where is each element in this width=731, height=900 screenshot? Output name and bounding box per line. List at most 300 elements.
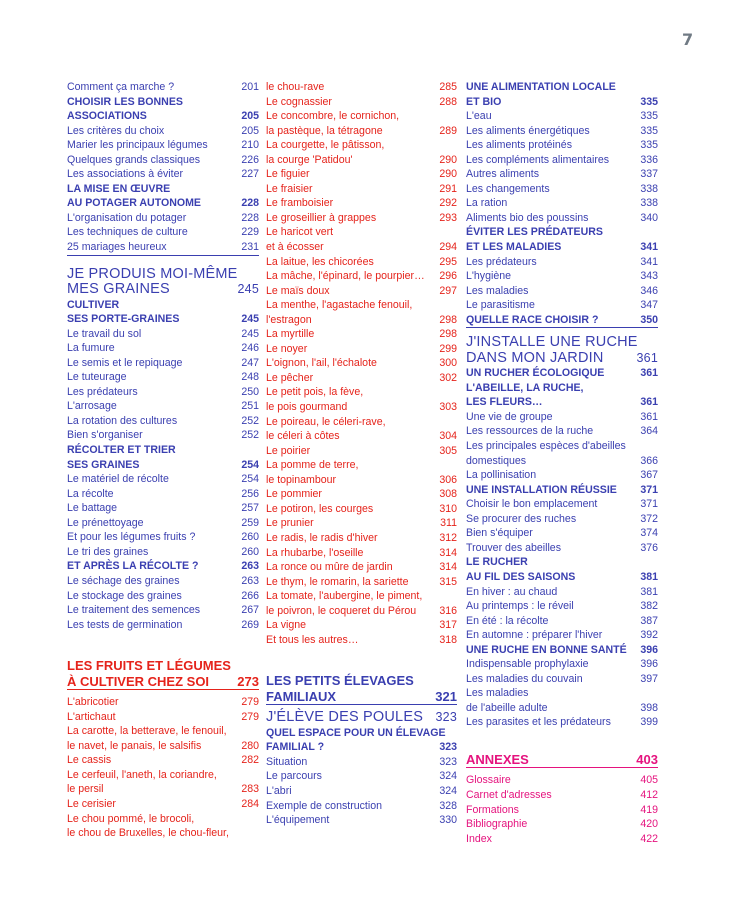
toc-title: FAMILIAL ?	[266, 741, 325, 754]
toc-page-number: 279	[241, 710, 259, 723]
toc-title: L'oignon, l'ail, l'échalote	[266, 357, 377, 370]
toc-entry	[266, 516, 457, 531]
toc-page-number: 340	[640, 211, 658, 224]
toc-section-heading	[266, 726, 457, 741]
toc-entry	[266, 769, 457, 784]
toc-entry	[266, 182, 457, 197]
toc-page-number: 323	[439, 755, 457, 768]
toc-title: Les aliments énergétiques	[466, 124, 590, 137]
toc-entry	[67, 530, 259, 545]
toc-title: Une vie de groupe	[466, 410, 553, 423]
toc-entry	[67, 753, 259, 768]
toc-title: La pomme de terre,	[266, 459, 359, 472]
toc-title: Le thym, le romarin, la sariette	[266, 575, 409, 588]
toc-page-number: 338	[640, 197, 658, 210]
toc-entry	[67, 695, 259, 710]
toc-title: Les techniques de culture	[67, 226, 188, 239]
toc-entry	[266, 458, 457, 473]
toc-page-number: 298	[439, 313, 457, 326]
toc-page-number: 282	[241, 754, 259, 767]
toc-section-heading	[67, 559, 259, 574]
toc-title: La pollinisation	[466, 469, 537, 482]
toc-title: Les tests de germination	[67, 618, 183, 631]
toc-page-number: 267	[241, 604, 259, 617]
toc-title: Autres aliments	[466, 168, 540, 181]
toc-title: Le semis et le repiquage	[67, 356, 183, 369]
toc-title: En hiver : au chaud	[466, 585, 558, 598]
toc-entry	[266, 284, 457, 299]
toc-page-number: 346	[640, 284, 658, 297]
toc-entry	[67, 341, 259, 356]
toc-title: ET BIO	[466, 95, 502, 108]
toc-page-number: 341	[640, 255, 658, 268]
toc-page-number: 396	[640, 658, 658, 671]
toc-title: le pois gourmand	[266, 401, 348, 414]
toc-entry	[466, 124, 658, 139]
toc-entry	[266, 269, 457, 284]
toc-page-number: 263	[241, 574, 259, 587]
toc-title: la courge 'Patidou'	[266, 153, 353, 166]
toc-page-number: 371	[640, 498, 658, 511]
toc-section-heading	[466, 225, 658, 240]
toc-entry	[266, 633, 457, 648]
toc-title: Choisir le bon emplacement	[466, 498, 598, 511]
toc-title: le céleri à côtes	[266, 430, 340, 443]
toc-title: Quelques grands classiques	[67, 153, 201, 166]
toc-entry	[266, 138, 457, 153]
toc-title: Comment ça marche ?	[67, 81, 175, 93]
toc-page-number: 302	[439, 371, 457, 384]
toc-entry	[266, 531, 457, 546]
toc-page-number: 299	[439, 342, 457, 355]
toc-entry	[466, 424, 658, 439]
toc-entry	[266, 487, 457, 502]
toc-chapter-heading	[67, 658, 259, 674]
toc-page-number: 324	[439, 785, 457, 798]
toc-entry	[466, 269, 658, 284]
toc-page-number: 387	[640, 614, 658, 627]
toc-title: Les maladies du couvain	[466, 672, 583, 685]
toc-entry	[266, 225, 457, 240]
toc-page-number: 290	[439, 153, 457, 166]
toc-title: Le prunier	[266, 517, 314, 530]
toc-page-number: 323	[439, 741, 457, 754]
toc-entry	[266, 342, 457, 357]
toc-title: Le stockage des graines	[67, 589, 182, 602]
toc-title: Le haricot vert	[266, 226, 334, 239]
toc-section-heading	[67, 443, 259, 458]
toc-entry	[466, 284, 658, 299]
toc-entry	[266, 240, 457, 255]
toc-title: MES GRAINES	[67, 281, 170, 298]
toc-entry	[466, 298, 658, 313]
toc-title: L'abri	[266, 785, 292, 798]
toc-page-number: 343	[640, 270, 658, 283]
toc-title: L'abricotier	[67, 696, 119, 709]
toc-entry	[67, 211, 259, 226]
toc-page-number: 311	[440, 517, 457, 530]
toc-entry	[466, 585, 658, 600]
toc-entry	[266, 429, 457, 444]
toc-page-number: 314	[439, 546, 457, 559]
toc-entry	[266, 473, 457, 488]
toc-page-number: 248	[241, 371, 259, 384]
toc-entry	[266, 211, 457, 226]
toc-page-number: 257	[241, 502, 259, 515]
toc-title: Le groseillier à grappes	[266, 211, 377, 224]
toc-page-number: 367	[640, 469, 658, 482]
toc-title: UNE INSTALLATION RÉUSSIE	[466, 483, 617, 496]
toc-title: En automne : préparer l'hiver	[466, 629, 603, 642]
toc-entry	[67, 153, 259, 168]
toc-page-number: 226	[241, 153, 259, 166]
toc-title: Les critères du choix	[67, 124, 165, 137]
toc-title: Les aliments protéinés	[466, 139, 572, 152]
toc-title: LES FLEURS…	[466, 396, 543, 409]
toc-title: le topinambour	[266, 473, 337, 486]
toc-entry	[266, 109, 457, 124]
toc-title: Au printemps : le réveil	[466, 600, 574, 613]
toc-page-number: 335	[640, 139, 658, 152]
toc-entry	[266, 755, 457, 770]
toc-entry	[466, 138, 658, 153]
toc-entry	[67, 124, 259, 139]
toc-entry	[266, 356, 457, 371]
toc-page-number: 366	[640, 454, 658, 467]
toc-page-number: 314	[439, 561, 457, 574]
toc-entry	[466, 832, 658, 847]
toc-title: Se procurer des ruches	[466, 512, 577, 525]
toc-page-number: 318	[439, 633, 457, 646]
toc-entry	[266, 604, 457, 619]
toc-section-heading	[67, 196, 259, 211]
toc-section-heading	[67, 458, 259, 473]
toc-page-number: 290	[439, 168, 457, 181]
toc-title: La ration	[466, 197, 508, 210]
toc-entry	[466, 773, 658, 788]
toc-title: Le cerisier	[67, 797, 116, 810]
toc-page-number: 305	[439, 444, 457, 457]
toc-title: Bien s'équiper	[466, 527, 533, 540]
toc-section-heading	[466, 643, 658, 658]
toc-page-number: 381	[640, 585, 658, 598]
toc-page-number: 306	[439, 473, 457, 486]
toc-entry	[266, 124, 457, 139]
toc-title: Exemple de construction	[266, 799, 383, 812]
toc-title: Carnet d'adresses	[466, 789, 552, 802]
toc-page-number: 260	[241, 531, 259, 544]
toc-page-number: 288	[439, 95, 457, 108]
toc-section-heading	[466, 366, 658, 381]
toc-page-number: 372	[640, 512, 658, 525]
toc-title: QUEL ESPACE POUR UN ÉLEVAGE	[266, 726, 446, 739]
toc-section-heading	[67, 109, 259, 124]
toc-title: SES GRAINES	[67, 458, 140, 471]
toc-title: la pastèque, la tétragone	[266, 124, 383, 137]
toc-entry	[67, 618, 259, 633]
toc-section-heading	[466, 313, 658, 329]
toc-section-heading	[67, 95, 259, 110]
toc-title: La fumure	[67, 342, 115, 355]
toc-part-heading	[466, 351, 658, 367]
toc-title: Le travail du sol	[67, 327, 142, 340]
toc-page-number: 396	[640, 643, 658, 656]
toc-page-number: 229	[241, 226, 259, 239]
toc-entry	[67, 797, 259, 812]
toc-title: L'artichaut	[67, 710, 116, 723]
toc-page-number: 310	[439, 502, 457, 515]
toc-entry	[266, 502, 457, 517]
toc-title: UNE RUCHE EN BONNE SANTÉ	[466, 643, 627, 656]
toc-page-number: 315	[439, 575, 457, 588]
toc-title: le navet, le panais, le salsifis	[67, 739, 202, 752]
toc-entry	[466, 672, 658, 687]
toc-entry	[266, 95, 457, 110]
toc-title: le chou-rave	[266, 81, 325, 93]
toc-title: La tomate, l'aubergine, le piment,	[266, 590, 423, 603]
toc-entry	[466, 512, 658, 527]
toc-page-number: 245	[241, 313, 259, 326]
toc-entry	[466, 109, 658, 124]
toc-entry	[266, 385, 457, 400]
toc-entry	[67, 768, 259, 783]
toc-entry	[466, 410, 658, 425]
toc-page-number: 347	[640, 299, 658, 312]
toc-page-number: 285	[439, 81, 457, 93]
toc-title: En été : la récolte	[466, 614, 549, 627]
toc-entry	[466, 541, 658, 556]
toc-entry	[266, 400, 457, 415]
toc-title: Le poireau, le céleri-rave,	[266, 415, 386, 428]
toc-page-number: 335	[640, 110, 658, 123]
toc-title: Les maladies	[466, 284, 529, 297]
toc-title: La mâche, l'épinard, le pourpier…	[266, 270, 425, 283]
toc-page-number: 304	[439, 430, 457, 443]
toc-entry	[67, 385, 259, 400]
toc-title: ASSOCIATIONS	[67, 110, 147, 123]
toc-title: La rhubarbe, l'oseille	[266, 546, 364, 559]
toc-page-number: 245	[237, 282, 259, 297]
toc-title: Le concombre, le cornichon,	[266, 110, 400, 123]
toc-title: Les ressources de la ruche	[466, 425, 594, 438]
toc-page-number: 350	[640, 313, 658, 326]
toc-entry	[266, 618, 457, 633]
toc-entry	[466, 526, 658, 541]
toc-page-number: 303	[439, 401, 457, 414]
toc-title: JE PRODUIS MOI-MÊME	[67, 265, 238, 282]
toc-entry	[67, 327, 259, 342]
toc-title: L'arrosage	[67, 400, 117, 413]
toc-entry	[67, 710, 259, 725]
toc-title: Aliments bio des poussins	[466, 211, 589, 224]
toc-page-number: 293	[439, 211, 457, 224]
toc-title: CHOISIR LES BONNES	[67, 95, 183, 108]
toc-entry	[67, 812, 259, 827]
toc-page-number: 228	[241, 197, 259, 210]
toc-entry	[466, 817, 658, 832]
toc-title: DANS MON JARDIN	[466, 349, 604, 366]
toc-title: La carotte, la betterave, le fenouil,	[67, 725, 227, 738]
toc-title: J'INSTALLE UNE RUCHE	[466, 334, 638, 351]
toc-page-number: 283	[241, 783, 259, 796]
toc-entry	[266, 313, 457, 328]
page-number: 7	[682, 30, 694, 49]
toc-part-heading	[466, 335, 658, 351]
toc-title: ET APRÈS LA RÉCOLTE ?	[67, 560, 199, 573]
toc-page-number: 398	[640, 701, 658, 714]
toc-entry	[466, 439, 658, 454]
toc-entry	[266, 560, 457, 575]
toc-entry	[466, 657, 658, 672]
toc-entry	[466, 211, 658, 226]
toc-page-number: 263	[241, 560, 259, 573]
toc-title: Le cassis	[67, 754, 112, 767]
toc-entry	[466, 628, 658, 643]
toc-title: Le tuteurage	[67, 371, 127, 384]
toc-title: ET LES MALADIES	[466, 241, 562, 254]
toc-title: l'estragon	[266, 313, 312, 326]
toc-section-heading	[466, 395, 658, 410]
toc-page-number: 296	[439, 270, 457, 283]
toc-title: J'ÉLÈVE DES POULES	[266, 709, 424, 726]
toc-title: Les prédateurs	[67, 385, 138, 398]
toc-column-3	[466, 80, 658, 846]
toc-title: AU POTAGER AUTONOME	[67, 197, 201, 210]
toc-title: Et tous les autres…	[266, 633, 359, 646]
toc-entry	[466, 167, 658, 182]
toc-title: Les changements	[466, 182, 550, 195]
toc-title: Trouver des abeilles	[466, 541, 561, 554]
toc-page-number: 291	[439, 182, 457, 195]
toc-entry	[466, 599, 658, 614]
toc-section-heading	[466, 483, 658, 498]
toc-entry	[67, 739, 259, 754]
toc-page-number: 231	[241, 241, 259, 254]
toc-page-number: 289	[439, 124, 457, 137]
toc-entry	[266, 546, 457, 561]
toc-section-heading	[67, 182, 259, 197]
toc-entry	[67, 501, 259, 516]
toc-title: ÉVITER LES PRÉDATEURS	[466, 226, 603, 239]
toc-entry	[266, 167, 457, 182]
toc-entry	[266, 444, 457, 459]
toc-page-number: 312	[439, 531, 457, 544]
toc-entry	[266, 298, 457, 313]
toc-part-heading	[67, 267, 259, 283]
toc-section-heading	[67, 312, 259, 327]
toc-page-number: 317	[439, 619, 457, 632]
toc-title: Le poirier	[266, 444, 311, 457]
toc-section-heading	[466, 240, 658, 255]
toc-entry	[266, 799, 457, 814]
toc-entry	[266, 327, 457, 342]
toc-title: Le figuier	[266, 168, 310, 181]
toc-page-number: 364	[640, 425, 658, 438]
toc-entry	[67, 826, 259, 841]
toc-column-2	[266, 80, 457, 828]
toc-title: ANNEXES	[466, 751, 529, 767]
toc-entry	[266, 153, 457, 168]
toc-section-heading	[466, 570, 658, 585]
toc-title: Le fraisier	[266, 182, 313, 195]
toc-entry	[67, 399, 259, 414]
toc-entry	[67, 356, 259, 371]
toc-spacer	[266, 647, 457, 673]
toc-title: CULTIVER	[67, 298, 120, 311]
toc-title: L'hygiène	[466, 270, 512, 283]
toc-title: Le noyer	[266, 342, 308, 355]
toc-page-number: 260	[241, 545, 259, 558]
toc-page-number: 376	[640, 541, 658, 554]
toc-page-number: 316	[439, 604, 457, 617]
toc-title: Les maladies	[466, 687, 529, 700]
toc-title: L'équipement	[266, 814, 330, 827]
toc-page-number: 205	[241, 124, 259, 137]
toc-page-number: 298	[439, 328, 457, 341]
toc-page-number: 245	[241, 327, 259, 340]
toc-title: QUELLE RACE CHOISIR ?	[466, 313, 599, 326]
toc-page-number: 382	[640, 600, 658, 613]
toc-title: le chou de Bruxelles, le chou-fleur,	[67, 827, 229, 840]
toc-entry	[67, 603, 259, 618]
toc-title: À CULTIVER CHEZ SOI	[67, 673, 210, 689]
toc-page-number: 228	[241, 211, 259, 224]
toc-entry	[67, 472, 259, 487]
toc-entry	[266, 415, 457, 430]
toc-title: Le pêcher	[266, 371, 314, 384]
toc-title: Les parasites et les prédateurs	[466, 716, 611, 729]
toc-page-number: 266	[241, 589, 259, 602]
toc-section-heading	[67, 298, 259, 313]
toc-title: Le parcours	[266, 770, 322, 783]
toc-page-number: 328	[439, 799, 457, 812]
toc-entry	[67, 574, 259, 589]
toc-page-number: 381	[640, 570, 658, 583]
toc-title: L'organisation du potager	[67, 211, 187, 224]
toc-title: Situation	[266, 755, 308, 768]
toc-title: Le cognassier	[266, 95, 332, 108]
toc-entry	[67, 545, 259, 560]
toc-page-number: 335	[640, 95, 658, 108]
toc-page-number: 254	[241, 473, 259, 486]
toc-entry	[266, 80, 457, 95]
toc-page-number: 321	[435, 688, 457, 704]
toc-title: La courgette, le pâtisson,	[266, 139, 385, 152]
toc-entry	[466, 468, 658, 483]
toc-entry	[67, 80, 259, 95]
toc-page-number: 419	[640, 803, 658, 816]
toc-entry	[466, 255, 658, 270]
toc-page-number: 412	[640, 789, 658, 802]
toc-page-number: 374	[640, 527, 658, 540]
toc-entry	[67, 428, 259, 443]
toc-title: 25 mariages heureux	[67, 241, 167, 254]
toc-title: FAMILIAUX	[266, 688, 337, 704]
toc-page-number: 308	[439, 488, 457, 501]
toc-entry	[266, 575, 457, 590]
toc-title: La menthe, l'agastache fenouil,	[266, 299, 413, 312]
toc-entry	[67, 370, 259, 385]
toc-title: Le chou pommé, le brocoli,	[67, 812, 195, 825]
toc-entry	[67, 487, 259, 502]
toc-title: LES PETITS ÉLEVAGES	[266, 673, 414, 689]
toc-page-number: 335	[640, 124, 658, 137]
toc-entry	[67, 225, 259, 240]
toc-page-number: 295	[439, 255, 457, 268]
toc-entry	[67, 240, 259, 256]
toc-title: La ronce ou mûre de jardin	[266, 561, 393, 574]
toc-title: Le matériel de récolte	[67, 473, 169, 486]
